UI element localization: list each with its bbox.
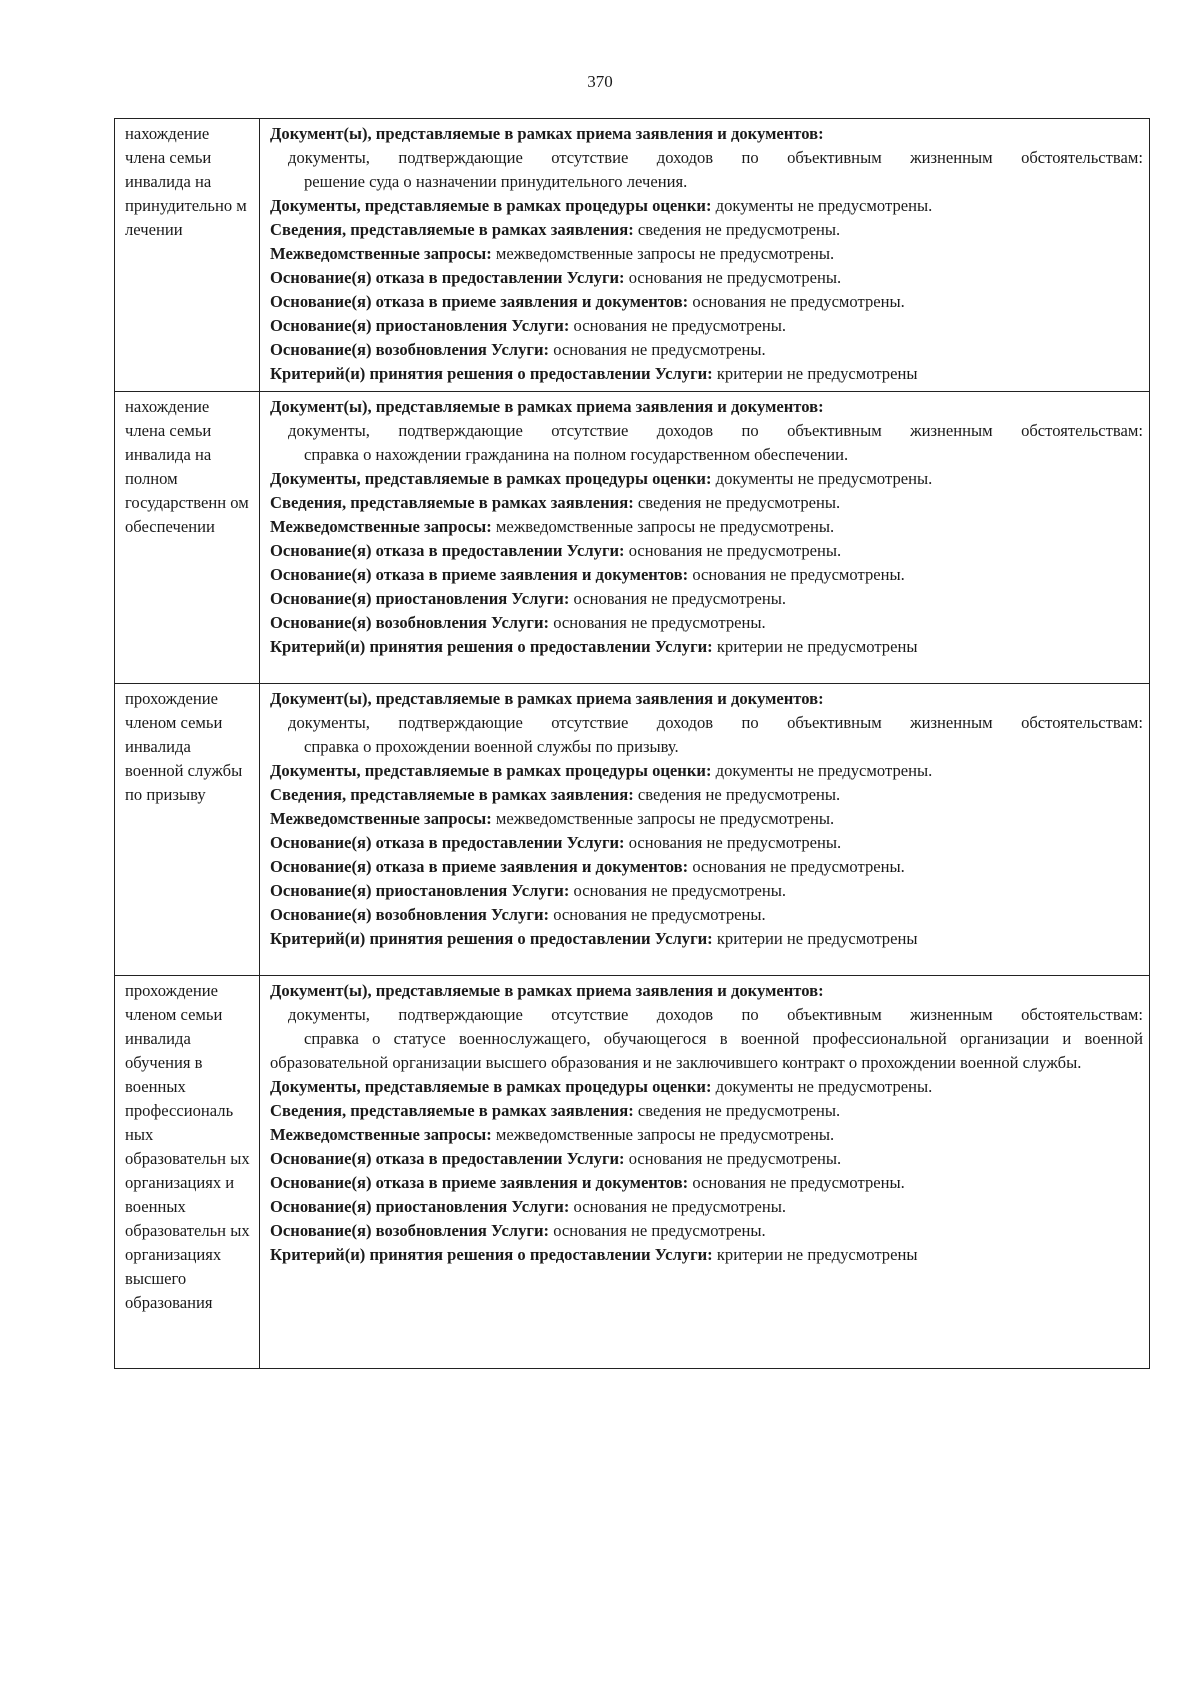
interagency-line <box>270 515 1143 539</box>
docs-assessment-value: документы не предусмотрены. <box>711 469 933 488</box>
required-document: справка о нахождении гражданина на полном государственном обеспечении. <box>304 445 849 464</box>
suspension-line <box>270 1195 1143 1219</box>
refusal-reception-line <box>270 290 1143 314</box>
interagency-value: межведомственные запросы не предусмотрены. <box>491 244 835 263</box>
condition-cell: прохождение членом семьи инвалида обучения в военных профессиональ ных образовательн ых организациях и военных образовательн ых организациях высшего образования <box>115 976 260 1369</box>
refusal-service-value: основания не предусмотрены. <box>624 541 842 560</box>
docs-reception-label: Документ(ы), представляемые в рамках приема заявления и документов: <box>270 981 824 1000</box>
refusal-reception-label: Основание(я) отказа в приеме заявления и документов: <box>270 857 689 876</box>
interagency-line <box>270 1123 1143 1147</box>
docs-assessment-line <box>270 467 1143 491</box>
refusal-service-line <box>270 266 1143 290</box>
criteria-line <box>270 635 1143 659</box>
interagency-label: Межведомственные запросы: <box>270 809 492 828</box>
table-row <box>115 119 1150 392</box>
suspension-label: Основание(я) приостановления Услуги: <box>270 589 570 608</box>
page-number: 370 <box>587 72 613 91</box>
refusal-service-line <box>270 1147 1143 1171</box>
condition-cell: нахождение члена семьи инвалида на принудительно м лечении <box>115 119 260 392</box>
suspension-label: Основание(я) приостановления Услуги: <box>270 1197 570 1216</box>
required-document: справка о статусе военнослужащего, обучающегося в военной профессиональной организации и военной образовательной организации высшего образования и не заключившего контракт о прохождении военной службы. <box>270 1029 1143 1072</box>
docs-assessment-line <box>270 194 1143 218</box>
refusal-reception-value: основания не предусмотрены. <box>688 1173 905 1192</box>
refusal-reception-label: Основание(я) отказа в приеме заявления и документов: <box>270 1173 689 1192</box>
interagency-label: Межведомственные запросы: <box>270 1125 492 1144</box>
suspension-line <box>270 879 1143 903</box>
suspension-label: Основание(я) приостановления Услуги: <box>270 316 570 335</box>
interagency-value: межведомственные запросы не предусмотрены. <box>491 1125 835 1144</box>
confirm-line: документы, подтверждающие отсутствие доходов по объективным жизненным обстоятельствам: <box>288 1005 1143 1024</box>
criteria-label: Критерий(и) принятия решения о предоставлении Услуги: <box>270 637 713 656</box>
refusal-reception-label: Основание(я) отказа в приеме заявления и документов: <box>270 565 689 584</box>
required-document: справка о прохождении военной службы по призыву. <box>304 737 679 756</box>
resumption-line <box>270 611 1143 635</box>
criteria-label: Критерий(и) принятия решения о предоставлении Услуги: <box>270 364 713 383</box>
info-application-line <box>270 218 1143 242</box>
info-application-value: сведения не предусмотрены. <box>633 785 841 804</box>
table-row <box>115 976 1150 1369</box>
details-cell <box>260 392 1150 684</box>
info-application-line <box>270 491 1143 515</box>
docs-reception-label: Документ(ы), представляемые в рамках приема заявления и документов: <box>270 397 824 416</box>
suspension-value: основания не предусмотрены. <box>569 316 787 335</box>
info-application-value: сведения не предусмотрены. <box>633 493 841 512</box>
resumption-label: Основание(я) возобновления Услуги: <box>270 613 550 632</box>
suspension-value: основания не предусмотрены. <box>569 1197 787 1216</box>
criteria-line <box>270 927 1143 951</box>
interagency-value: межведомственные запросы не предусмотрены. <box>491 809 835 828</box>
refusal-reception-line <box>270 563 1143 587</box>
criteria-value: критерии не предусмотрены <box>712 929 918 948</box>
details-cell <box>260 684 1150 976</box>
info-application-line <box>270 783 1143 807</box>
refusal-reception-label: Основание(я) отказа в приеме заявления и документов: <box>270 292 689 311</box>
details-cell <box>260 976 1150 1369</box>
refusal-reception-value: основания не предусмотрены. <box>688 857 905 876</box>
resumption-label: Основание(я) возобновления Услуги: <box>270 340 550 359</box>
refusal-service-label: Основание(я) отказа в предоставлении Услуги: <box>270 541 625 560</box>
info-application-label: Сведения, представляемые в рамках заявления: <box>270 220 634 239</box>
docs-assessment-value: документы не предусмотрены. <box>711 196 933 215</box>
criteria-label: Критерий(и) принятия решения о предоставлении Услуги: <box>270 1245 713 1264</box>
docs-reception-label: Документ(ы), представляемые в рамках приема заявления и документов: <box>270 124 824 143</box>
suspension-line <box>270 314 1143 338</box>
resumption-value: основания не предусмотрены. <box>549 905 766 924</box>
refusal-service-label: Основание(я) отказа в предоставлении Услуги: <box>270 268 625 287</box>
docs-assessment-label: Документы, представляемые в рамках процедуры оценки: <box>270 1077 712 1096</box>
suspension-value: основания не предусмотрены. <box>569 589 787 608</box>
refusal-service-line <box>270 539 1143 563</box>
docs-assessment-value: документы не предусмотрены. <box>711 761 933 780</box>
service-requirements-table <box>114 118 1150 1369</box>
criteria-value: критерии не предусмотрены <box>712 637 918 656</box>
docs-assessment-label: Документы, представляемые в рамках процедуры оценки: <box>270 196 712 215</box>
details-cell <box>260 119 1150 392</box>
refusal-service-value: основания не предусмотрены. <box>624 268 842 287</box>
resumption-value: основания не предусмотрены. <box>549 340 766 359</box>
refusal-service-value: основания не предусмотрены. <box>624 833 842 852</box>
criteria-line <box>270 362 1143 386</box>
resumption-value: основания не предусмотрены. <box>549 613 766 632</box>
suspension-line <box>270 587 1143 611</box>
docs-assessment-line <box>270 1075 1143 1099</box>
criteria-value: критерии не предусмотрены <box>712 364 918 383</box>
docs-reception-label: Документ(ы), представляемые в рамках приема заявления и документов: <box>270 689 824 708</box>
interagency-value: межведомственные запросы не предусмотрены. <box>491 517 835 536</box>
suspension-label: Основание(я) приостановления Услуги: <box>270 881 570 900</box>
criteria-value: критерии не предусмотрены <box>712 1245 918 1264</box>
criteria-line <box>270 1243 1143 1267</box>
info-application-value: сведения не предусмотрены. <box>633 1101 841 1120</box>
required-document: решение суда о назначении принудительного лечения. <box>304 172 688 191</box>
suspension-value: основания не предусмотрены. <box>569 881 787 900</box>
resumption-line <box>270 903 1143 927</box>
resumption-value: основания не предусмотрены. <box>549 1221 766 1240</box>
confirm-line: документы, подтверждающие отсутствие доходов по объективным жизненным обстоятельствам: <box>288 148 1143 167</box>
table-row <box>115 392 1150 684</box>
interagency-line <box>270 242 1143 266</box>
refusal-reception-value: основания не предусмотрены. <box>688 292 905 311</box>
docs-assessment-value: документы не предусмотрены. <box>711 1077 933 1096</box>
condition-cell: нахождение члена семьи инвалида на полном государственн ом обеспечении <box>115 392 260 684</box>
refusal-reception-line <box>270 1171 1143 1195</box>
docs-assessment-label: Документы, представляемые в рамках процедуры оценки: <box>270 469 712 488</box>
info-application-value: сведения не предусмотрены. <box>633 220 841 239</box>
criteria-label: Критерий(и) принятия решения о предоставлении Услуги: <box>270 929 713 948</box>
info-application-label: Сведения, представляемые в рамках заявления: <box>270 785 634 804</box>
resumption-label: Основание(я) возобновления Услуги: <box>270 905 550 924</box>
refusal-service-label: Основание(я) отказа в предоставлении Услуги: <box>270 1149 625 1168</box>
resumption-label: Основание(я) возобновления Услуги: <box>270 1221 550 1240</box>
interagency-label: Межведомственные запросы: <box>270 244 492 263</box>
docs-assessment-label: Документы, представляемые в рамках процедуры оценки: <box>270 761 712 780</box>
refusal-service-line <box>270 831 1143 855</box>
info-application-label: Сведения, представляемые в рамках заявления: <box>270 1101 634 1120</box>
interagency-line <box>270 807 1143 831</box>
refusal-service-value: основания не предусмотрены. <box>624 1149 842 1168</box>
docs-assessment-line <box>270 759 1143 783</box>
refusal-reception-line <box>270 855 1143 879</box>
info-application-label: Сведения, представляемые в рамках заявления: <box>270 493 634 512</box>
resumption-line <box>270 1219 1143 1243</box>
confirm-line: документы, подтверждающие отсутствие доходов по объективным жизненным обстоятельствам: <box>288 421 1143 440</box>
interagency-label: Межведомственные запросы: <box>270 517 492 536</box>
confirm-line: документы, подтверждающие отсутствие доходов по объективным жизненным обстоятельствам: <box>288 713 1143 732</box>
condition-cell: прохождение членом семьи инвалида военной службы по призыву <box>115 684 260 976</box>
info-application-line <box>270 1099 1143 1123</box>
resumption-line <box>270 338 1143 362</box>
refusal-service-label: Основание(я) отказа в предоставлении Услуги: <box>270 833 625 852</box>
table-row <box>115 684 1150 976</box>
refusal-reception-value: основания не предусмотрены. <box>688 565 905 584</box>
